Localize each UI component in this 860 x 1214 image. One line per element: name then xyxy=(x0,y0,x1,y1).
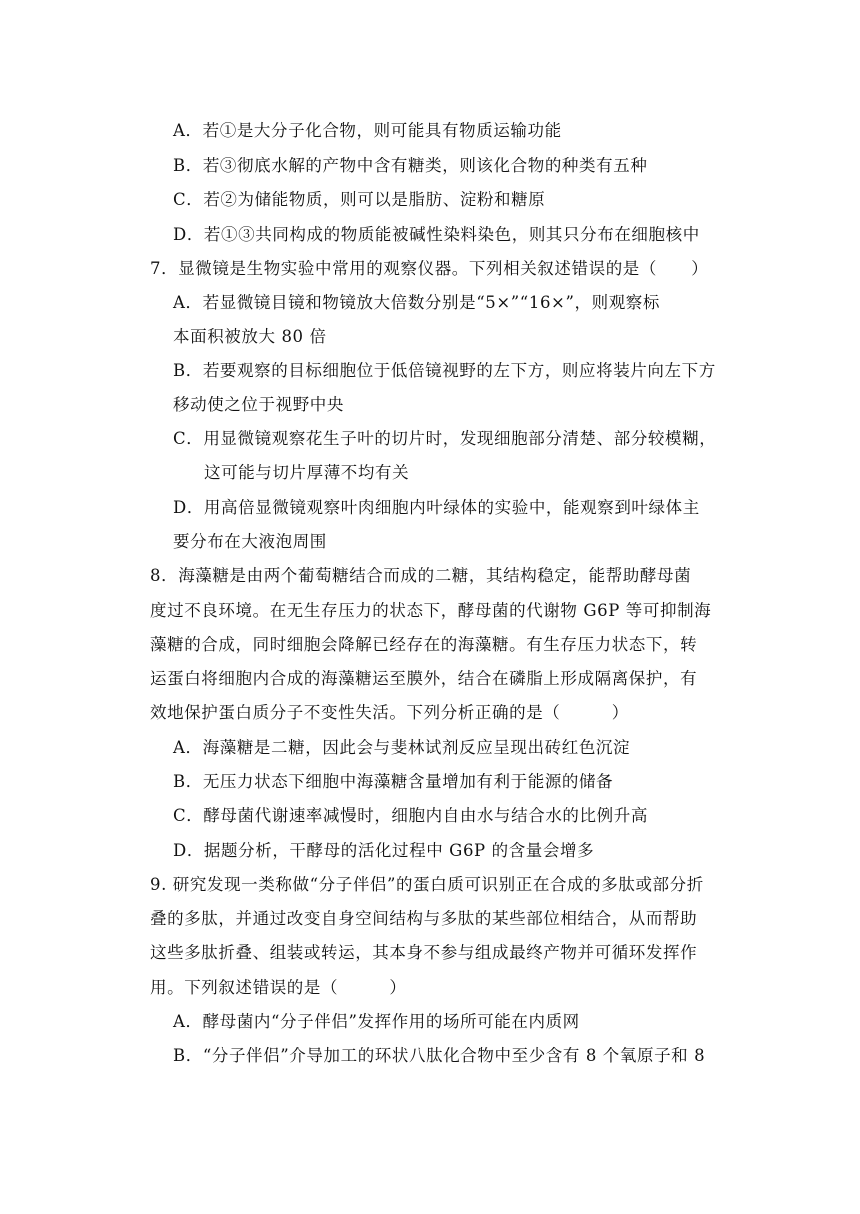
q8-stem-line5: 效地保护蛋白质分子不变性失活。下列分析正确的是（ ） xyxy=(150,703,629,722)
q7-option-c-line1: C．用显微镜观察花生子叶的切片时，发现细胞部分清楚、部分较模糊， xyxy=(173,429,717,448)
q8-option-a: A．海藻糖是二糖，因此会与斐林试剂反应呈现出砖红色沉淀 xyxy=(173,738,631,757)
q6-option-b: B．若③彻底水解的产物中含有糖类，则该化合物的种类有五种 xyxy=(173,156,648,175)
q7-option-d-line1: D．用高倍显微镜观察叶肉细胞内叶绿体的实验中，能观察到叶绿体主 xyxy=(173,498,700,517)
q6-option-d: D．若①③共同构成的物质能被碱性染料染色，则其只分布在细胞核中 xyxy=(173,225,700,244)
q8-option-d: D．据题分析，干酵母的活化过程中 G6P 的含量会增多 xyxy=(173,841,595,860)
q9-option-b-line1: B．“分子伴侣”介导加工的环状八肽化合物中至少含有 8 个氧原子和 8 xyxy=(173,1046,706,1065)
q7-option-c-line2: 这可能与切片厚薄不均有关 xyxy=(204,463,410,482)
q9-stem-line1: 9. 研究发现一类称做“分子伴侣”的蛋白质可识别正在合成的多肽或部分折 xyxy=(150,875,704,894)
q9-stem-line2: 叠的多肽，并通过改变自身空间结构与多肽的某些部位相结合，从而帮助 xyxy=(150,909,698,928)
q8-stem-line2: 度过不良环境。在无生存压力的状态下，酵母菌的代谢物 G6P 等可抑制海 xyxy=(150,601,712,620)
q6-option-c: C．若②为储能物质，则可以是脂肪、淀粉和糖原 xyxy=(173,190,546,209)
q8-stem-line1: 8．海藻糖是由两个葡萄糖结合而成的二糖，其结构稳定，能帮助酵母菌 xyxy=(150,566,692,585)
q7-option-b-line2: 移动使之位于视野中央 xyxy=(173,395,344,414)
q8-option-b: B．无压力状态下细胞中海藻糖含量增加有利于能源的储备 xyxy=(173,772,614,791)
q8-stem-line4: 运蛋白将细胞内合成的海藻糖运至膜外，结合在磷脂上形成隔离保护，有 xyxy=(150,669,698,688)
q7-option-b-line1: B．若要观察的目标细胞位于低倍镜视野的左下方，则应将装片向左下方 xyxy=(173,361,716,380)
q8-option-c: C．酵母菌代谢速率减慢时，细胞内自由水与结合水的比例升高 xyxy=(173,806,648,825)
q9-stem-line3: 这些多肽折叠、组装或转运，其本身不参与组成最终产物并可循环发挥作 xyxy=(150,943,698,962)
q6-option-a: A．若①是大分子化合物，则可能具有物质运输功能 xyxy=(173,121,562,140)
q7-option-a-line1: A．若显微镜目镜和物镜放大倍数分别是“5×”“16×”，则观察标 xyxy=(173,293,661,312)
q9-stem-line4: 用。下列叙述错误的是（ ） xyxy=(150,978,407,997)
q9-option-a: A．酵母菌内“分子伴侣”发挥作用的场所可能在内质网 xyxy=(173,1012,580,1031)
q8-stem-line3: 藻糖的合成，同时细胞会降解已经存在的海藻糖。有生存压力状态下，转 xyxy=(150,635,698,654)
q7-stem: 7．显微镜是生物实验中常用的观察仪器。下列相关叙述错误的是（ ） xyxy=(150,259,709,278)
q7-option-d-line2: 要分布在大液泡周围 xyxy=(173,532,327,551)
q7-option-a-line2: 本面积被放大 80 倍 xyxy=(173,327,327,346)
